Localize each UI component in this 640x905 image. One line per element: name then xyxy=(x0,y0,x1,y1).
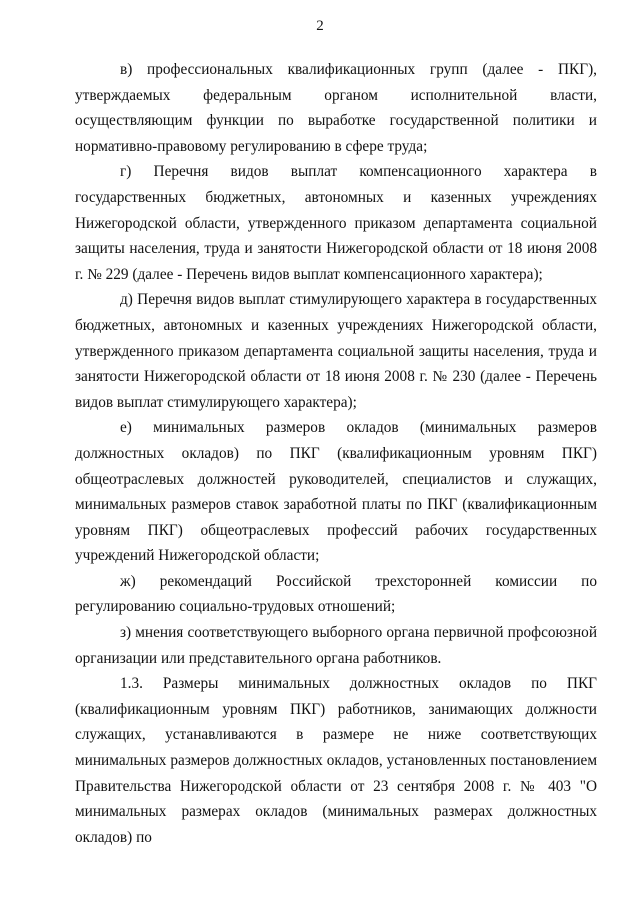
paragraph-1-3-official-salaries: 1.3. Размеры минимальных должностных окладов по ПКГ (квалификационным уровням ПКГ) работников, занимающих должности служащих, устанавливаются в размере не ниже соответствующих минимальных размеров должностных окладов, установленных постановлением Правительства Нижегородской области от 23 сентября 2008 г. № 403 "О минимальных размерах окладов (минимальных размерах должностных окладов) по xyxy=(75,675,597,846)
document-body xyxy=(75,57,597,850)
page-number: 2 xyxy=(316,18,324,34)
paragraph-zh-commission-recommendations: ж) рекомендаций Российской трехсторонней комиссии по регулированию социально-трудовых отношений; xyxy=(75,572,597,616)
paragraph-v-professional-groups: в) профессиональных квалификационных групп (далее - ПКГ), утверждаемых федеральным органом исполнительной власти, осуществляющим функции по выработке государственной политики и нормативно-правовому регулированию в сфере труда; xyxy=(75,61,597,155)
paragraph-e-minimum-salaries: е) минимальных размеров окладов (минимальных размеров должностных окладов) по ПКГ (квалификационным уровням ПКГ) общеотраслевых должностей руководителей, специалистов и служащих, минимальных размеров ставок заработной платы по ПКГ (квалификационным уровням ПКГ) общеотраслевых профессий рабочих государственных учреждений Нижегородской области; xyxy=(75,419,597,565)
paragraph-z-union-opinion: з) мнения соответствующего выборного органа первичной профсоюзной организации или представительного органа работников. xyxy=(75,624,597,667)
paragraph-g-compensation-payments: г) Перечня видов выплат компенсационного характера в государственных бюджетных, автономных и казенных учреждениях Нижегородской области, утвержденного приказом департамента социальной защиты населения, труда и занятости Нижегородской области от 18 июня 2008 г. № 229 (далее - Перечень видов выплат компенсационного характера); xyxy=(75,163,597,283)
paragraph-d-incentive-payments: д) Перечня видов выплат стимулирующего характера в государственных бюджетных, автономных и казенных учреждениях Нижегородской области, утвержденного приказом департамента социальной защиты населения, труда и занятости Нижегородской области от 18 июня 2008 г. № 230 (далее - Перечень видов выплат стимулирующего характера); xyxy=(75,291,597,411)
